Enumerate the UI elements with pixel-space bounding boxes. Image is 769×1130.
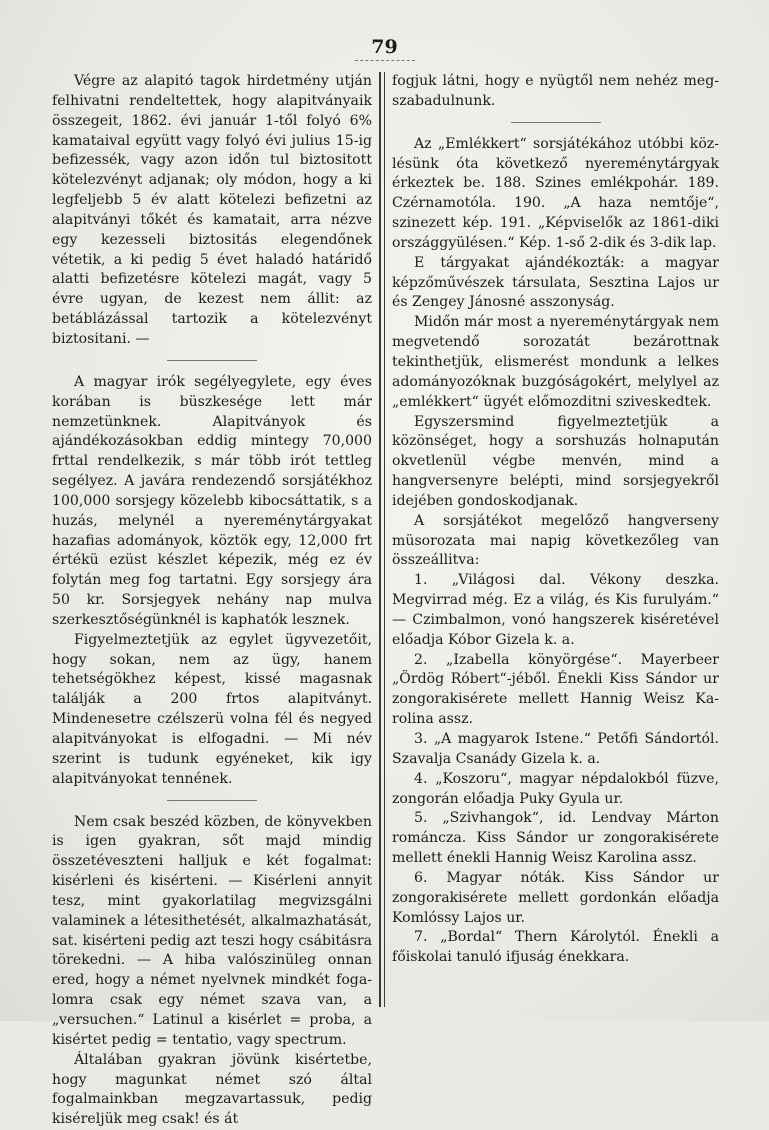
article-paragraph: Végre az alapitó tagok hirdetmény utján felhivatni rendeltettek, hogy alapitványaik összegeit, 1862. évi január 1-től folyó 6% kamataival együtt vagy folyó évi julius 15-ig befizessék, vagy azon időn tul biztositott kötelezvényt adjanak; oly módon, hogy a ki legfeljebb 5 év alatt kötelezi befizetni az alapitványi tőkét és kamatait, arra nézve egy kezesseli biztositás elegendőnek vétetik, a ki pedig 5 évet haladó határidő alatti befizetésre kötelezi magát, vagy 5 évre ugyan, de kezest nem állit: az betáblázással tartozik a kötelezvényt biztositani. — — [52, 73, 372, 347]
article-paragraph: Midőn már most a nyereménytárgyak nem megvetendő sorozatát bezárottnak tekinthetjük, elismerést mondunk a lelkes adományozóknak buzgóságokért, melylyel az „emlékkert“ ügyét előmozditni sziveskedtek. — [392, 314, 719, 410]
left-column — [52, 72, 372, 1130]
section-rule — [167, 800, 257, 801]
article-paragraph: 2. „Izabella könyörgése“. Mayerbeer „Ördög Róbert“-jéből. Énekli Kiss Sándor ur zongorakisérete mellett Hannig Weisz Karolina assz. — [392, 651, 719, 728]
article-paragraph: E tárgyakat ajándékozták: a magyar képzőművészek társulata, Sesztina Lajos ur és Zengey Jánosné asszonyság. — [392, 254, 719, 311]
section-rule — [511, 122, 601, 123]
right-column — [392, 72, 719, 968]
column-divider-inner — [384, 72, 385, 1007]
article-paragraph: 3. „A magyarok Istene.“ Petőfi Sándortól. Szavalja Csanády Gizela k. a. — [392, 731, 719, 767]
article-paragraph: 5. „Szivhangok“, id. Lendvay Márton románcza. Kiss Sándor ur zongorakisérete mellett énekli Hannig Weisz Karolina assz. — [392, 810, 719, 867]
article-paragraph: Egyszersmind figyelmeztetjük a közönséget, hogy a sorshuzás holnapután okvetlenül végbe menvén, mind a hangversenyre belépti, mind sorsjegyekről idejében gondoskodjanak. — [392, 413, 719, 509]
article-paragraph: fogjuk látni, hogy e nyügtől nem nehéz megszabadulnunk. — [392, 73, 719, 109]
header-ornament — [355, 60, 415, 65]
article-paragraph: 7. „Bordal“ Thern Károlytól. Énekli a főiskolai tanuló ifjuság énekkara. — [392, 929, 719, 966]
section-rule — [167, 360, 257, 361]
article-paragraph: 1. „Világosi dal. Vékony deszka. Megvirrad még. Ez a világ, és Kis furulyám.“ — Czimbalmon, vonó hangszerek kiséretével előadja Kóbor Gizela k. a. — [392, 572, 719, 648]
article-paragraph: A sorsjátékot megelőző hangverseny müsorozata mai napig következőleg van összeállitva: — [392, 512, 719, 569]
article-paragraph: 6. Magyar nóták. Kiss Sándor ur zongorakisérete mellett gordonkán előadja Komlóssy Lajos ur. — [392, 869, 719, 926]
article-paragraph: Figyelmeztetjük az egylet ügyvezetőit, hogy sokan, nem az ügy, hanem tehetségökhez képest, kissé magasnak találják a 200 frtos alapitványt. Mindenesetre czélszerü volna fél és negyed alapitványokat is elfogadni. — Mi név szerint is tudunk egyéneket, kik igy alapitványokat tennének. — [52, 631, 372, 787]
article-paragraph: A magyar irók segélyegylete, egy éves korában is büszkesége lett már nemzetünknek. Alapitványok és ajándékozásokban eddig mintegy 70,000 frttal rendelkezik, s már több irót tettleg segélyez. A javára rendezendő sorsjátékhoz 100,000 sorsjegy közelebb kibocsáttatik, s a huzás, melynél a nyereménytárgyakat hazafias adományok, köztök egy, 12,000 frt értékü ezüst készlet képezik, még ez év folytán meg fog tartatni. Egy sorsjegy ára 50 kr. Sorsjegyek nehány nap mulva szerkesztőségünknél is kaphatók lesznek. — [52, 373, 372, 628]
article-paragraph: 4. „Koszoru“, magyar népdalokból füzve, zongorán előadja Puky Gyula ur. — [392, 770, 719, 807]
article-paragraph: Az „Emlékkert“ sorsjátékához utóbbi közlésünk óta következő nyereménytárgyak érkeztek be. 188. Szines emlékpohár. 189. Czérnamotóla. 190. „A haza nemtője“, szinezett kép. 191. „Képviselők az 1861-diki országgyülésen.“ Kép. 1-ső 2-dik és 3-dik lap. — [392, 135, 719, 251]
article-paragraph: Nem csak beszéd közben, de könyvekben is igen gyakran, sőt majd mindig összetéveszteni halljuk e két fogalmat: kisérleni és kisérteni. — Kisérleni annyit tesz, mint gyakorlatilag megvizsgálni valaminek a létesithetését, alkalmazhatását, sat. kisérteni pedig azt teszi hogy csábitásra törekedni. — A hiba valószinüleg onnan ered, hogy a német nyelvnek mindkét fogalomra csak egy német szava van, a „versuchen.“ Latinul a kisérlet = proba, a kisértet pedig = tentatio, vagy spectrum. — [52, 813, 372, 1048]
column-divider — [379, 72, 381, 1007]
article-paragraph: Általában gyakran jövünk kisértetbe, hogy magunkat német szó által fogalmainkban megzavartassuk, pedig kiséreljük meg csak! és át — [52, 1051, 372, 1128]
page-number: 79 — [371, 36, 398, 58]
